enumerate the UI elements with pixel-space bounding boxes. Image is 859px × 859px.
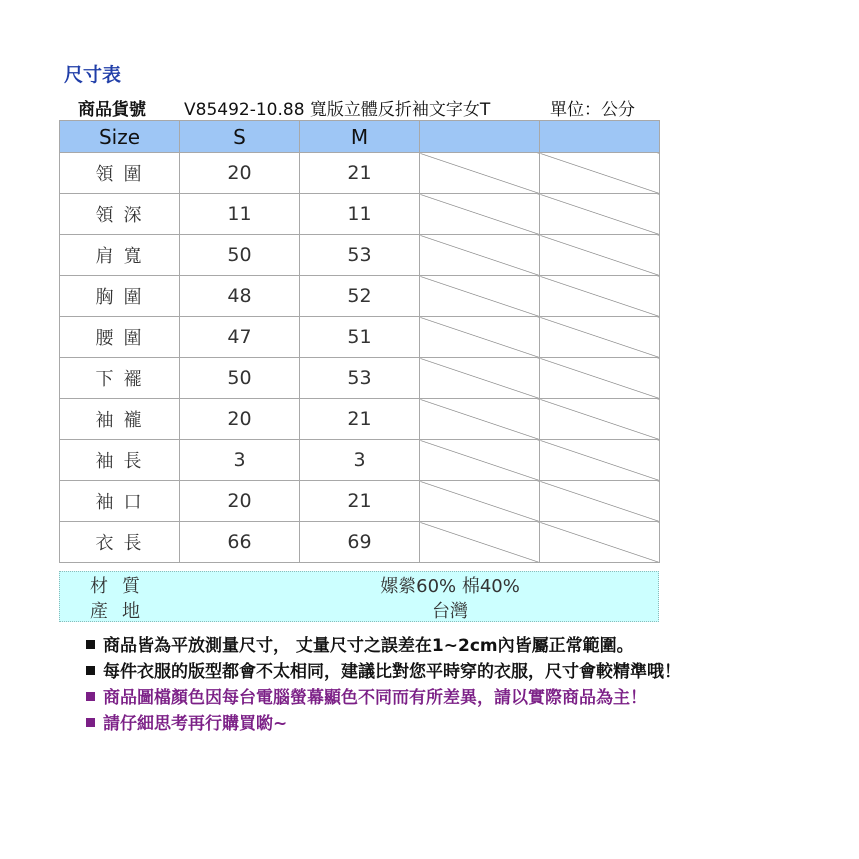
- table-row: [60, 358, 660, 399]
- header-s: S: [180, 121, 300, 153]
- empty-cell: [540, 522, 660, 563]
- unit-label: 單位：公分: [550, 100, 635, 120]
- material-label: 材質: [90, 576, 154, 597]
- table-row: [60, 276, 660, 317]
- size-m-value: 51: [300, 317, 420, 358]
- row-label: 胸圍: [60, 276, 180, 317]
- row-label: 肩寬: [60, 235, 180, 276]
- empty-cell: [420, 194, 540, 235]
- empty-cell: [540, 276, 660, 317]
- bullet-icon: [86, 692, 95, 701]
- size-m-value: 21: [300, 153, 420, 194]
- size-s-value: 11: [180, 194, 300, 235]
- size-s-value: 66: [180, 522, 300, 563]
- table-row: [60, 317, 660, 358]
- empty-cell: [420, 481, 540, 522]
- origin-label: 產地: [90, 601, 154, 622]
- table-row: [60, 153, 660, 194]
- header-size: Size: [60, 121, 180, 153]
- size-table: [59, 120, 660, 563]
- size-s-value: 47: [180, 317, 300, 358]
- size-s-value: 20: [180, 153, 300, 194]
- size-s-value: 50: [180, 358, 300, 399]
- note-text: 每件衣服的版型都會不太相同，建議比對您平時穿的衣服，尺寸會較精準哦！: [103, 662, 681, 682]
- table-header-row: [60, 121, 660, 153]
- note-item: [86, 657, 681, 683]
- empty-cell: [540, 440, 660, 481]
- material-origin-box: [59, 571, 659, 622]
- size-s-value: 20: [180, 481, 300, 522]
- note-text: 商品皆為平放測量尺寸， 丈量尺寸之誤差在1~2cm內皆屬正常範圍。: [103, 636, 634, 656]
- empty-cell: [540, 194, 660, 235]
- size-m-value: 21: [300, 399, 420, 440]
- bullet-icon: [86, 640, 95, 649]
- note-item: [86, 683, 681, 709]
- size-s-value: 3: [180, 440, 300, 481]
- empty-cell: [540, 358, 660, 399]
- empty-cell: [420, 522, 540, 563]
- empty-cell: [540, 235, 660, 276]
- empty-cell: [540, 481, 660, 522]
- bullet-icon: [86, 718, 95, 727]
- note-item: [86, 709, 681, 735]
- row-label: 袖襱: [60, 399, 180, 440]
- empty-cell: [420, 153, 540, 194]
- table-row: [60, 399, 660, 440]
- size-m-value: 52: [300, 276, 420, 317]
- note-text: 請仔細思考再行購買喲~: [103, 714, 288, 734]
- empty-cell: [420, 235, 540, 276]
- origin-row: [60, 597, 658, 621]
- material-value: 嫘縈60% 棉40%: [380, 576, 520, 597]
- row-label: 袖長: [60, 440, 180, 481]
- header-empty: [540, 121, 660, 153]
- product-code-label: 商品貨號: [78, 100, 146, 120]
- row-label: 領深: [60, 194, 180, 235]
- empty-cell: [420, 276, 540, 317]
- product-name: V85492-10.88 寬版立體反折袖文字女T: [184, 100, 491, 120]
- note-item: [86, 631, 681, 657]
- origin-value: 台灣: [432, 601, 468, 622]
- empty-cell: [420, 317, 540, 358]
- empty-cell: [540, 399, 660, 440]
- empty-cell: [420, 399, 540, 440]
- size-m-value: 11: [300, 194, 420, 235]
- row-label: 衣長: [60, 522, 180, 563]
- page-title: 尺寸表: [64, 64, 122, 86]
- size-m-value: 21: [300, 481, 420, 522]
- size-m-value: 3: [300, 440, 420, 481]
- empty-cell: [420, 358, 540, 399]
- note-text: 商品圖檔顏色因每台電腦螢幕顯色不同而有所差異，請以實際商品為主！: [103, 688, 647, 708]
- size-s-value: 20: [180, 399, 300, 440]
- product-info-line: [78, 95, 658, 119]
- size-m-value: 53: [300, 235, 420, 276]
- row-label: 袖口: [60, 481, 180, 522]
- row-label: 腰圍: [60, 317, 180, 358]
- table-row: [60, 481, 660, 522]
- table-row: [60, 235, 660, 276]
- material-row: [60, 572, 658, 596]
- size-s-value: 48: [180, 276, 300, 317]
- table-row: [60, 194, 660, 235]
- table-row: [60, 440, 660, 481]
- notes-list: [86, 631, 681, 735]
- size-m-value: 53: [300, 358, 420, 399]
- row-label: 領圍: [60, 153, 180, 194]
- size-s-value: 50: [180, 235, 300, 276]
- header-m: M: [300, 121, 420, 153]
- size-m-value: 69: [300, 522, 420, 563]
- empty-cell: [540, 317, 660, 358]
- row-label: 下襬: [60, 358, 180, 399]
- empty-cell: [420, 440, 540, 481]
- empty-cell: [540, 153, 660, 194]
- table-row: [60, 522, 660, 563]
- bullet-icon: [86, 666, 95, 675]
- header-empty: [420, 121, 540, 153]
